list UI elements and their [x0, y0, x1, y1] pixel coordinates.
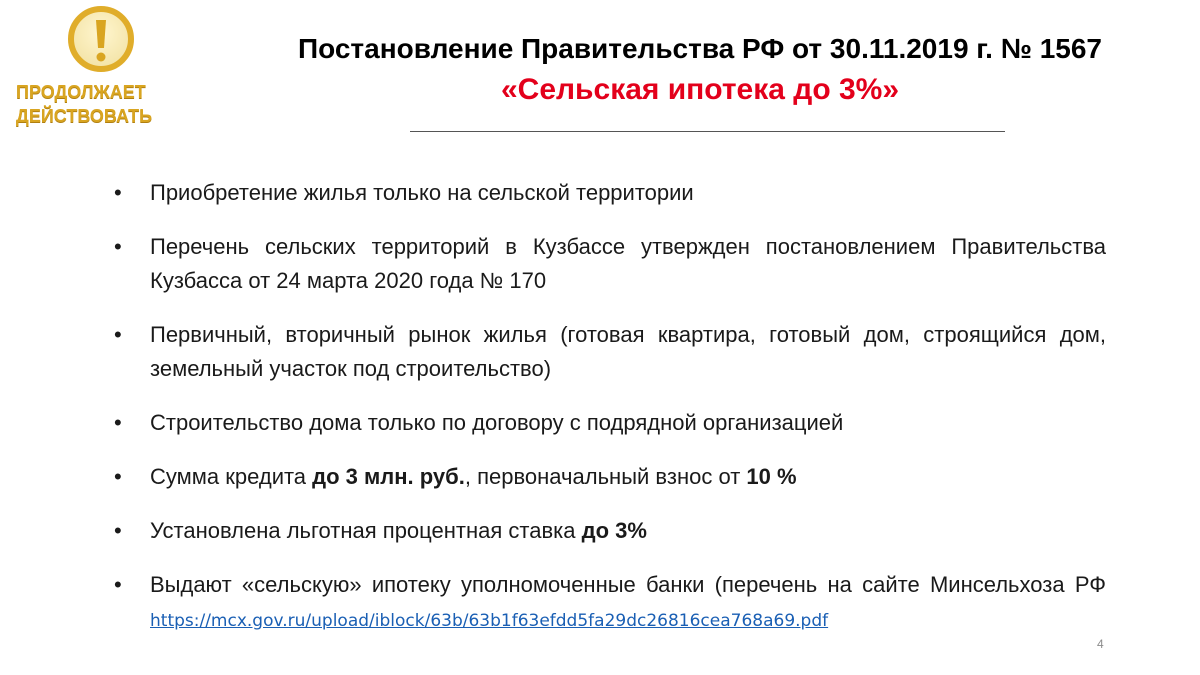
title-divider — [410, 131, 1005, 132]
bullet: • — [114, 322, 122, 347]
item-text: Установлена льготная процентная ставка — [150, 518, 582, 543]
exclamation-circle-icon — [66, 4, 136, 74]
bullet: • — [114, 410, 122, 435]
list-item — [110, 318, 1106, 386]
badge-label — [16, 80, 176, 128]
interest-rate: до 3% — [581, 518, 647, 543]
list-item — [110, 514, 1106, 548]
list-item — [110, 230, 1106, 298]
list-item — [110, 406, 1106, 440]
page-subtitle: «Сельская ипотека до 3%» — [500, 73, 900, 106]
conditions-list — [110, 176, 1106, 658]
item-text: Выдают «сельскую» ипотеку уполномоченные банки (перечень на сайте Минсельхоза РФ — [150, 572, 1106, 597]
page-number: 4 — [1097, 637, 1104, 651]
bullet: • — [114, 572, 122, 597]
item-text: Приобретение жилья только на сельской территории — [150, 180, 694, 205]
list-item — [110, 176, 1106, 210]
badge-line-2: ДЕЙСТВОВАТЬ — [16, 106, 153, 126]
ministry-link[interactable]: https://mcx.gov.ru/upload/iblock/63b/63b1f63efdd5fa29dc26816cea768a69.pdf — [150, 611, 829, 631]
item-text: , первоначальный взнос от — [464, 464, 747, 489]
bullet: • — [114, 234, 122, 259]
down-payment: 10 % — [746, 464, 797, 489]
item-text: Строительство дома только по договору с подрядной организацией — [150, 410, 844, 435]
badge-line-1: ПРОДОЛЖАЕТ — [16, 82, 146, 102]
item-text: Сумма кредита — [150, 464, 313, 489]
bullet: • — [114, 180, 122, 205]
credit-amount: до 3 млн. руб. — [312, 464, 465, 489]
continues-badge — [14, 2, 164, 132]
page-title: Постановление Правительства РФ от 30.11.2019 г. № 1567 — [298, 33, 1102, 64]
list-item — [110, 460, 1106, 494]
list-item — [110, 568, 1106, 638]
bullet: • — [114, 518, 122, 543]
item-text: Первичный, вторичный рынок жилья (готовая квартира, готовый дом, строящийся дом, земельный участок под строительство) — [150, 322, 1106, 381]
item-text: Перечень сельских территорий в Кузбассе утвержден постановлением Правительства Кузбасса от 24 марта 2020 года № 170 — [150, 234, 1106, 293]
bullet: • — [114, 464, 122, 489]
